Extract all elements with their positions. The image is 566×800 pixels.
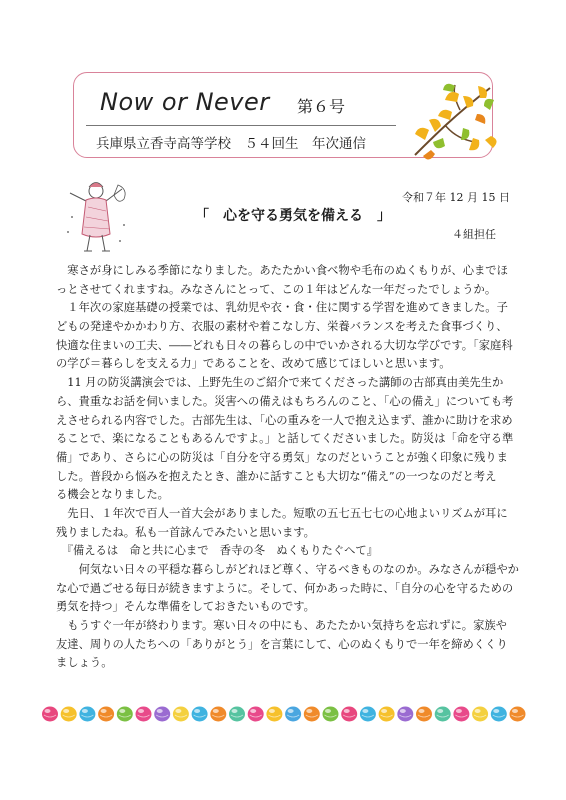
- article-author: ４組担任: [452, 228, 496, 241]
- body-line: ましょう。: [56, 656, 113, 670]
- gem-icon: [154, 707, 170, 722]
- article-body: [56, 262, 524, 673]
- body-line: もうすぐ一年が終わります。寒い日々の中にも、あたたかい気持ちを忘れずに。家族や: [56, 619, 507, 633]
- gem-icon: [379, 707, 395, 722]
- body-line: 友達、周りの人たちへの「ありがとう」を言葉にして、心のぬくもりで一年を締めくくり: [56, 637, 508, 651]
- gem-icon: [304, 707, 320, 722]
- gem-icon: [42, 707, 58, 722]
- gem-icon: [117, 707, 133, 722]
- gem-icon: [248, 707, 264, 722]
- header-divider: [86, 125, 396, 126]
- body-line: 『備えるは 命と共に心まで 香寺の冬 ぬくもりたぐへて』: [56, 544, 378, 558]
- gem-icon: [173, 707, 189, 722]
- body-line: 寒さが身にしみる季節になりました。あたたかい食べ物や毛布のぬくもりが、心までほ: [56, 264, 508, 277]
- person-sketch-icon: [62, 177, 132, 259]
- body-line: 11 月の防災講演会では、上野先生のご紹介で来てくださった講師の古部真由美先生か: [56, 376, 504, 390]
- body-line: した。普段から悩みを抱えたとき、誰かに話すことも大切な“備え”の一つなのだと考え: [56, 469, 497, 483]
- body-line: っとさせてくれますね。みなさんにとって、この１年はどんな一年だったでしょうか。: [56, 282, 497, 296]
- gem-icon: [136, 707, 152, 722]
- body-line: えさせられる内容でした。古部先生は、「心の重みを一人で抱え込まず、誰かに助けを求め: [56, 413, 513, 427]
- article-title: 「 心を守る勇気を備える 」: [195, 208, 391, 224]
- gem-icon: [491, 707, 507, 722]
- gem-border: [42, 700, 532, 728]
- gem-icon: [435, 707, 451, 722]
- gem-icon: [61, 707, 77, 722]
- body-line: 何気ない日々の平穏な暮らしがどれほど尊く、守るべきものなのか。みなさんが穏やか: [56, 563, 519, 576]
- gem-icon: [192, 707, 208, 722]
- body-line: １年次の家庭基礎の授業では、乳幼児や衣・食・住に関する学習を進めてきました。子: [56, 301, 508, 315]
- body-line: ら、貴重なお話を伺いました。災害への備えはもちろんのこと、「心の備え」についても考: [56, 394, 514, 408]
- article-date: 令和７年 12 月 15 日: [402, 191, 510, 204]
- gem-icon: [341, 707, 357, 722]
- body-line: る機会となりました。: [56, 488, 169, 502]
- body-line: ることで、楽になることもあるんですよ。」と話してくださいました。防災は「命を守る準: [56, 432, 514, 446]
- body-line: どもの発達やかかわり方、衣服の素材や着こなし方、栄養バランスを考えた食事づくり、: [56, 320, 508, 334]
- gem-icon: [416, 707, 432, 722]
- body-line: 残りましたね。私も一首詠んでみたいと思います。: [56, 525, 315, 539]
- newsletter-title: Now or Never: [100, 88, 270, 116]
- gem-icon: [266, 707, 282, 722]
- gem-icon: [472, 707, 488, 722]
- body-line: の学び＝暮らしを支える力」であることを、改めて感じてほしいと思います。: [56, 357, 451, 371]
- body-line: な心で過ごせる毎日が続きますように。そして、何かあった時に、「自分の心を守るための: [56, 581, 514, 595]
- gem-icon: [229, 707, 245, 722]
- gem-icon: [360, 707, 376, 722]
- body-line: 勇気を持つ」そんな準備をしておきたいものです。: [56, 600, 315, 614]
- gem-icon: [397, 707, 413, 722]
- school-line: 兵庫県立香寺高等学校 ５４回生 年次通信: [96, 136, 366, 152]
- body-line: 快適な住まいの工夫、――どれも日々の暮らしの中でいかされる大切な学びです。「家庭科: [56, 338, 513, 352]
- gem-icon: [453, 707, 469, 722]
- gem-icon: [79, 707, 95, 722]
- gem-icon: [210, 707, 226, 722]
- gem-icon: [285, 707, 301, 722]
- ginkgo-branch-icon: [405, 80, 500, 160]
- gem-icon: [510, 707, 526, 722]
- body-line: 先日、１年次で百人一首大会がありました。短歌の五七五七七の心地よいリズムが耳に: [56, 506, 508, 520]
- issue-number: 第６号: [297, 97, 346, 116]
- gem-icon: [323, 707, 339, 722]
- body-line: 備」であり、さらに心の防災は「自分を守る勇気」なのだということが強く印象に残りま: [56, 450, 508, 464]
- gem-icon: [98, 707, 114, 722]
